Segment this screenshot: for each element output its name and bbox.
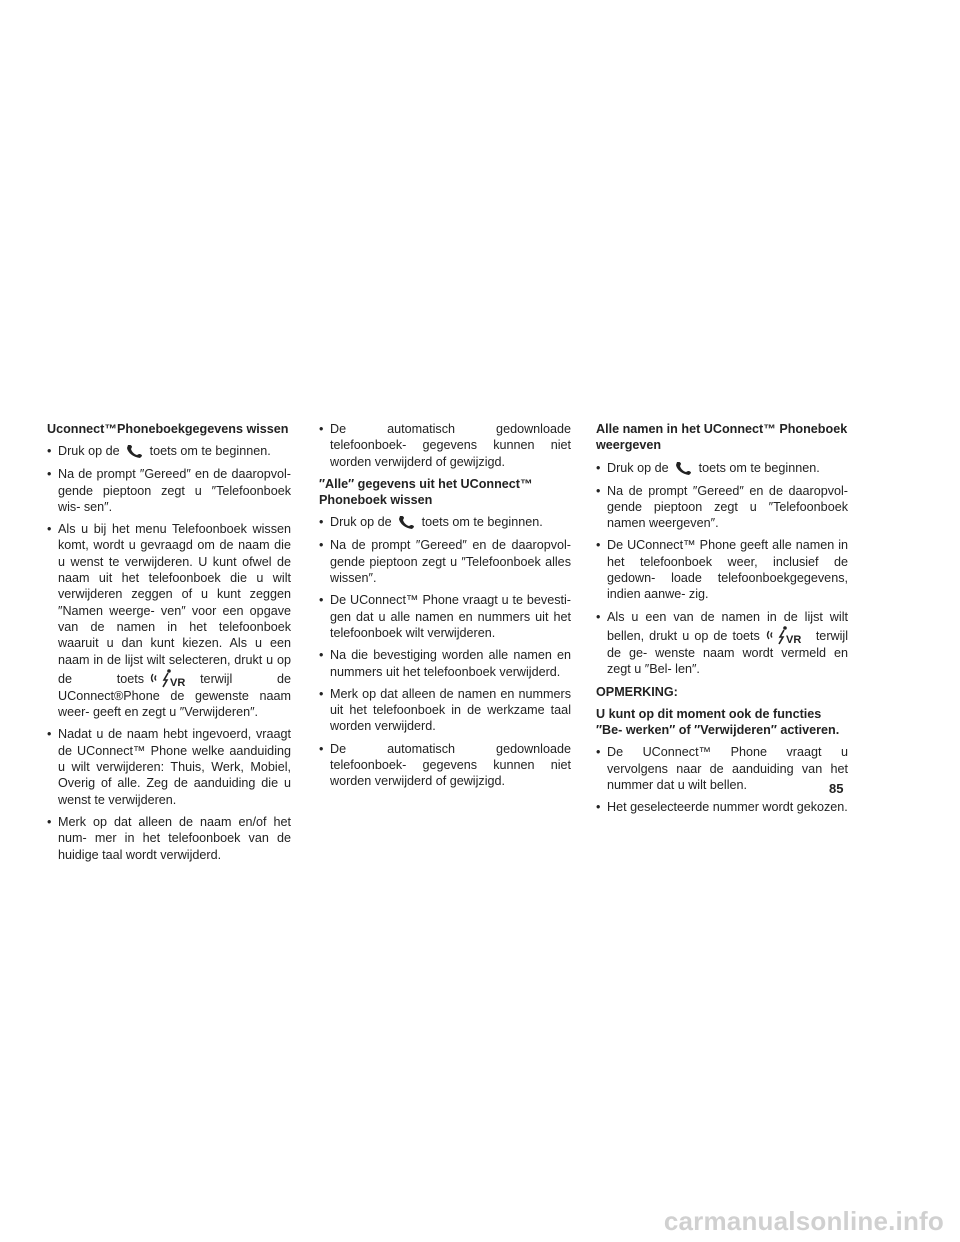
list-item-text: Druk op de [607,460,669,475]
list-item: • De automatisch gedownloade telefoonboek- gegevens kunnen niet worden verwijderd of gewijzigd. [319,741,571,790]
list-item-text: toets om te beginnen. [698,460,820,475]
page-number: 85 [829,781,844,796]
list-item: • Merk op dat alleen de namen en nummers uit het telefoonboek in de werkzame taal worden verwijderd. [319,686,571,735]
list-item-text: Als u bij het menu Telefoonboek wissen komt, wordt u gevraagd om de naam die u wenst te verwijderen. U kunt ofwel de naam uit het telefoonboek die u wilt verwijderen zeggen of u kunt zeggen ″Namen weerge- ven″ voor een opgave van de namen in het telefoonboek waaruit u dan kunt kiezen. Als u een naam in de lijst wilt selecteren, drukt u op de toets [58,522,291,686]
phone-handset-icon [673,461,695,477]
list-item: • Na de prompt ″Gereed″ en de daaropvol- gende pieptoon zegt u ″Telefoonboek alles wissen″. [319,537,571,586]
voice-recognition-icon [148,668,196,688]
note-text: U kunt op dit moment ook de functies ″Be- werken″ of ″Verwijderen″ activeren. [596,706,840,738]
list-item-text: Druk op de [58,444,120,459]
phone-handset-icon [124,444,146,460]
note-label: OPMERKING: [596,684,678,699]
section-heading-delete-all: ″Alle″ gegevens uit het UConnect™ Phoneboek wissen [319,476,533,508]
list-item-text: Als u een van de namen in de lijst wilt bellen, drukt u op de toets [607,609,848,643]
list-item: • Na de prompt ″Gereed″ en de daaropvol- gende pieptoon zegt u ″Telefoonboek namen weergeven″. [596,483,848,532]
list-item [47,521,291,720]
list-item [596,460,848,477]
list-item-text: terwijl de UConnect®Phone de gewenste naam weer- geeft en zegt u ″Verwijderen″. [58,671,291,720]
column-left [47,421,291,869]
list-item-text: terwijl de ge- wenste naam wordt vermeld en zegt u ″Bel- len″. [607,628,848,677]
voice-recognition-icon [764,625,812,645]
column-middle [319,421,571,796]
list-item: • De automatisch gedownloade telefoonboek- gegevens kunnen niet worden verwijderd of gewijzigd. [319,421,571,470]
phone-handset-icon [396,515,418,531]
column-right [596,421,848,822]
list-item [596,609,848,678]
list-item: • De UConnect™ Phone geeft alle namen in het telefoonboek weer, inclusief de gedown- loade telefoonboekgegevens, indien aanwe- zig. [596,537,848,602]
list-item-text: toets om te beginnen. [421,515,543,530]
watermark: carmanualsonline.info [663,1206,944,1236]
voice-icon-label: VR [170,676,186,688]
list-item: • Nadat u de naam hebt ingevoerd, vraagt de UConnect™ Phone welke aanduiding u wilt verwijderen: Thuis, Werk, Mobiel, Overig of alle. Zeg de aanduiding die u wenst te verwijderen. [47,726,291,807]
section-heading-phonebook-delete: Uconnect™Phoneboekgegevens wissen [47,422,289,436]
list-item: • Het geselecteerde nummer wordt gekozen. [596,799,848,815]
list-item: • Na die bevestiging worden alle namen en nummers uit het telefoonboek verwijderd. [319,647,571,680]
list-item: • De UConnect™ Phone vraagt u vervolgens naar de aanduiding van het nummer dat u wilt bellen. [596,744,848,793]
list-item [319,514,571,531]
list-item: • Merk op dat alleen de naam en/of het num- mer in het telefoonboek van de huidige taal wordt verwijderd. [47,814,291,863]
list-item: • Na de prompt ″Gereed″ en de daaropvol- gende pieptoon zegt u ″Telefoonboek wis- sen″. [47,466,291,515]
voice-icon-label: VR [785,633,802,645]
list-item-text: Druk op de [330,515,392,530]
list-item [47,443,291,460]
list-item: • De UConnect™ Phone vraagt u te bevesti- gen dat u alle namen en nummers uit het telefoonboek wilt verwijderen. [319,592,571,641]
list-item-text: toets om te beginnen. [149,444,271,459]
section-heading-show-all-names: Alle namen in het UConnect™ Phoneboek weergeven [596,422,848,453]
